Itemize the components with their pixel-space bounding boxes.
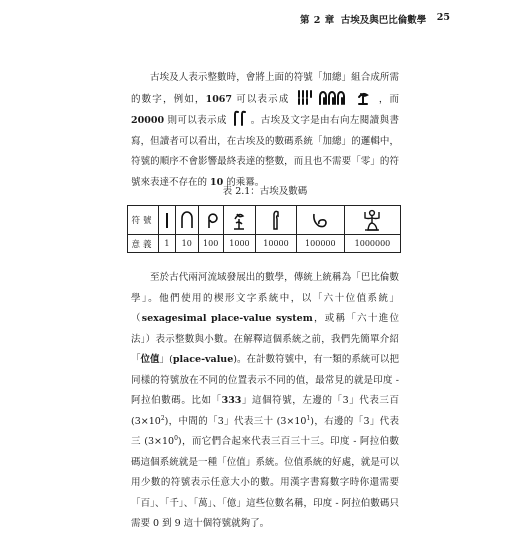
hieroglyph-1067 — [296, 89, 376, 105]
table-caption: 表 2.1：古埃及數碼 — [222, 186, 308, 197]
number-10: 10 — [210, 176, 224, 188]
page-number: 25 — [436, 12, 450, 23]
hieroglyph-20000-icon — [232, 110, 248, 126]
text-run: )。在計數符號中，有一類的系統可以把同樣的符號放在不同的位置表示不同的值，最常見的就是印度 - 阿拉伯數碼。比如「 — [131, 354, 399, 406]
lotus-icon — [223, 206, 256, 235]
text-run: 」( — [159, 354, 173, 365]
number-333: 333 — [221, 395, 242, 406]
number-1067: 1067 — [205, 93, 233, 105]
text-run: )，中間的「3」代表三十 (3×10 — [164, 415, 307, 427]
paragraph-babylonian-numerals — [131, 268, 399, 535]
chapter-label: 第 2 章 — [300, 15, 335, 26]
value-cell: 1 — [159, 235, 176, 253]
stroke-icon — [159, 206, 176, 235]
symbol-header: 符號 — [128, 206, 159, 235]
value-row — [128, 235, 401, 253]
text-run: ，而 — [377, 93, 399, 105]
exponent: 1 — [306, 414, 311, 422]
exponent: 2 — [160, 414, 165, 422]
text-run: 古埃及人表示整數時，會將上面的符號「加總」組合成所需的數字，例如， — [131, 72, 399, 105]
symbol-row — [128, 206, 401, 235]
text-run: 可以表示成 — [232, 93, 290, 105]
value-cell: 100 — [198, 235, 223, 253]
coil-rope-icon — [198, 206, 223, 235]
page-header — [300, 12, 450, 26]
value-cell: 100000 — [296, 235, 344, 253]
text-run: )，右邊的「3」代表三 (3×10 — [131, 415, 399, 447]
term-place-value-zh: 位值 — [140, 354, 160, 365]
value-cell: 10 — [175, 235, 198, 253]
heel-bone-icon — [175, 206, 198, 235]
exponent: 0 — [174, 434, 178, 442]
text-run: 則可以表示成 — [164, 115, 227, 126]
text-run: 。古埃及文字是由右向左閱讀與書寫，但讀者可以看出，在古埃及的數碼系統「加總」的邏輯中，符號的順序不會影響最終表達的整數，而且也不需要「零」的符號來表達不存在的 — [131, 115, 399, 188]
text-run: )，而它們合起來代表三百三十三。印度 - 阿拉伯數碼這個系統就是一種「位值」系統。位值系統的好處，就是可以用少數的符號表示任意大小的數。用漢字書寫數字時你還需要「百」、「千」、「萬」、「億」這些位數名稱，印度 - 阿拉伯數碼只需要 0 到 9 這十個符號就夠了。 — [131, 436, 399, 529]
text-run: 」這個符號，左邊的「3」代表三百 (3×10 — [131, 395, 399, 427]
value-cell: 1000000 — [344, 235, 400, 253]
kneeling-god-icon — [344, 206, 400, 235]
text-run: 的乘羃。 — [223, 176, 265, 188]
text-run: ，或稱「六十進位法」）表示整數與小數。在解釋這個系統之前，我們先簡單介紹「 — [131, 313, 399, 365]
value-cell: 1000 — [223, 235, 256, 253]
hieroglyph-20000 — [232, 110, 248, 126]
value-cell: 10000 — [256, 235, 296, 253]
tadpole-icon — [296, 206, 344, 235]
finger-icon — [256, 206, 296, 235]
hieroglyph-1067-icon — [296, 89, 376, 105]
chapter-title: 古埃及與巴比倫數學 — [340, 15, 427, 26]
value-header: 意義 — [128, 235, 159, 253]
text-run: 至於古代兩河流域發展出的數學，傳統上統稱為「巴比倫數學」。他們使用的楔形文字系統中，以「六十位值系統」（ — [131, 272, 399, 324]
number-20000: 20000 — [131, 115, 165, 126]
term-sexagesimal: sexagesimal place-value system — [141, 313, 313, 324]
paragraph-egyptian-numerals — [131, 68, 399, 193]
egyptian-numerals-table — [127, 205, 401, 253]
term-place-value-en: place-value — [172, 354, 234, 365]
